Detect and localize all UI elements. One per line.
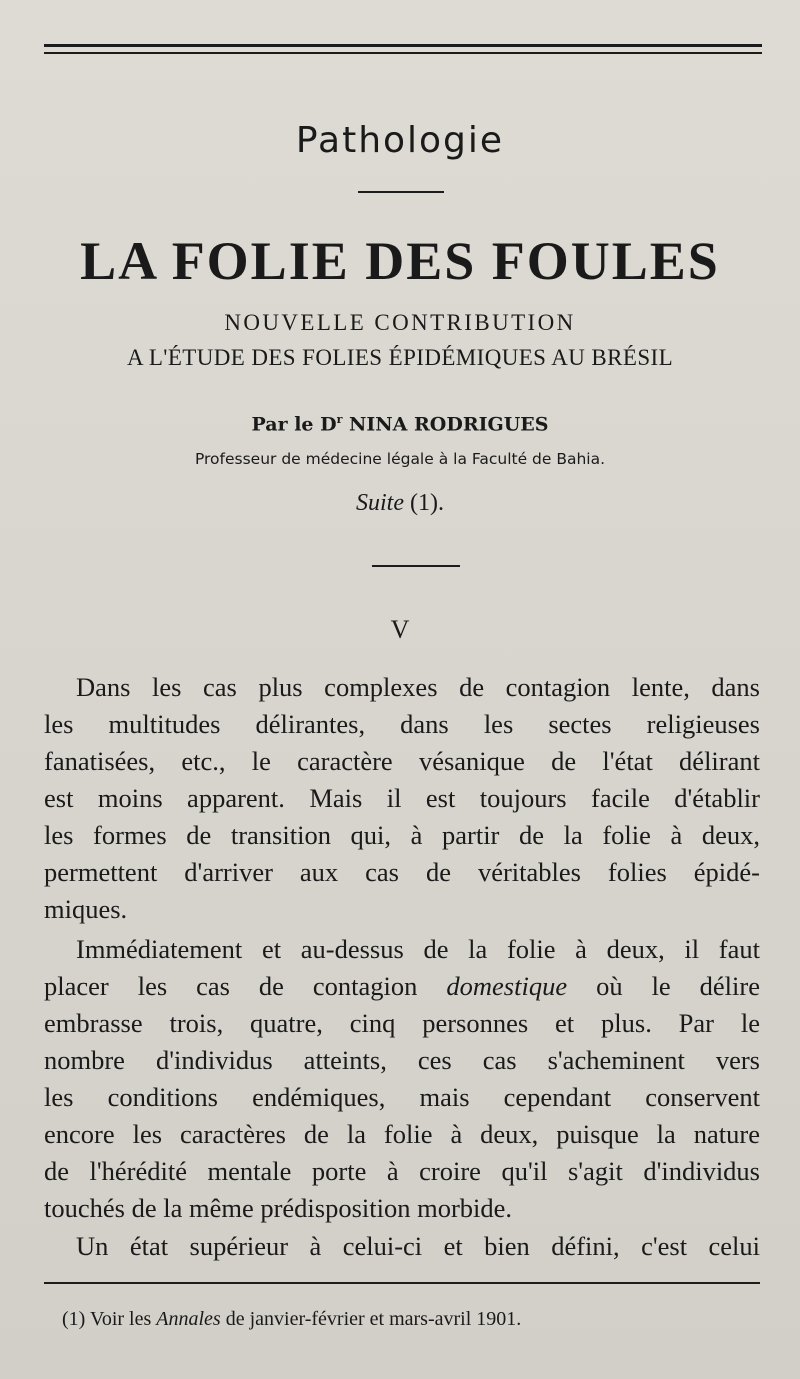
body-line-with-emphasis	[44, 967, 760, 1005]
suite-footnote-ref: (1).	[410, 490, 444, 516]
author-line	[0, 413, 800, 435]
footnote-text: de janvier-février et mars-avril 1901.	[220, 1308, 522, 1330]
suite-note	[0, 490, 800, 517]
top-rule-thin	[44, 52, 762, 54]
footnote-text: (1) Voir les	[62, 1308, 157, 1330]
text-run: où le délire	[567, 971, 760, 1001]
top-rule-thick	[44, 44, 762, 47]
suite-label: Suite	[356, 490, 404, 516]
author-affiliation: Professeur de médecine légale à la Faculté de Bahia.	[194, 450, 606, 468]
section-heading: Pathologie	[295, 120, 505, 161]
body-line: encore les caractères de la folie à deux, puisque la nature	[44, 1119, 760, 1149]
subtitle-line-2: A L'ÉTUDE DES FOLIES ÉPIDÉMIQUES AU BRÉSIL	[126, 345, 674, 370]
body-line: permettent d'arriver aux cas de véritables folies épidé-	[44, 857, 760, 887]
text-run: placer les cas de contagion	[44, 971, 447, 1001]
emphasis-domestique: domestique	[446, 971, 568, 1001]
author-prefix-sup: r	[336, 413, 343, 426]
footnote-emphasis: Annales	[156, 1308, 221, 1330]
body-line: Un état supérieur à celui-ci et bien défini, c'est celui	[76, 1231, 760, 1261]
article-title: LA FOLIE DES FOULES	[80, 231, 720, 291]
suite-divider	[372, 565, 460, 567]
body-line: les formes de transition qui, à partir de la folie à deux,	[44, 820, 760, 850]
author-name: NINA RODRIGUES	[349, 413, 549, 436]
body-line: les multitudes délirantes, dans les sectes religieuses	[44, 709, 760, 739]
footnote-rule	[44, 1282, 760, 1284]
body-line: les conditions endémiques, mais cependant conservent	[44, 1082, 760, 1112]
body-line: miques.	[44, 894, 128, 924]
chapter-number: V	[390, 615, 410, 644]
author-prefix: Par le D	[251, 413, 337, 436]
section-divider	[358, 191, 444, 193]
body-line: Immédiatement et au-dessus de la folie à deux, il faut	[76, 934, 760, 964]
body-line: embrasse trois, quatre, cinq personnes et plus. Par le	[44, 1008, 760, 1038]
body-line: fanatisées, etc., le caractère vésanique de l'état délirant	[44, 746, 760, 776]
body-line: nombre d'individus atteints, ces cas s'acheminent vers	[44, 1045, 760, 1075]
subtitle-line-1: NOUVELLE CONTRIBUTION	[224, 310, 576, 335]
body-line: touchés de la même prédisposition morbide.	[44, 1193, 513, 1223]
footnote	[62, 1308, 521, 1331]
body-line: de l'hérédité mentale porte à croire qu'il s'agit d'individus	[44, 1156, 760, 1186]
body-line: Dans les cas plus complexes de contagion lente, dans	[76, 672, 760, 702]
body-line: est moins apparent. Mais il est toujours facile d'établir	[44, 783, 760, 813]
